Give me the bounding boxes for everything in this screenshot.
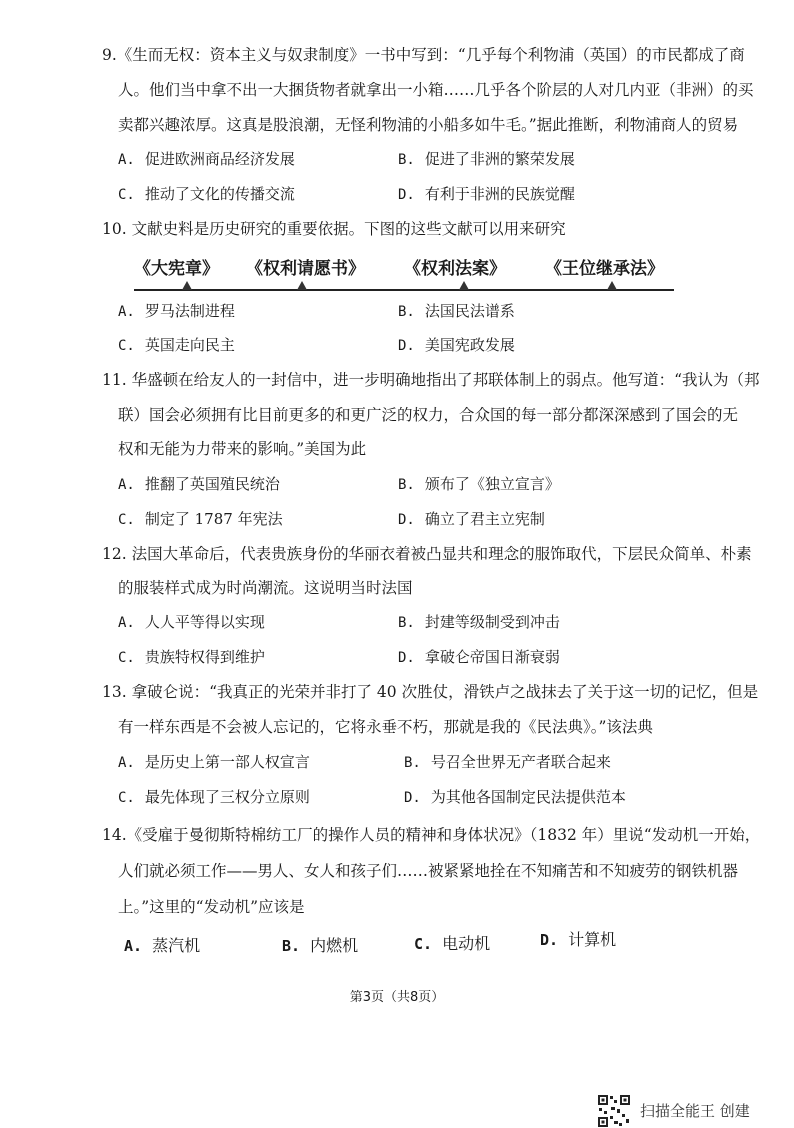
q14-option-a[interactable] (124, 935, 200, 957)
option-key: A. (118, 615, 135, 631)
timeline-label-magna-carta: 《大宪章》 (134, 259, 219, 279)
q11-stem-line-1: 11. 华盛顿在给友人的一封信中，进一步明确地指出了邦联体制上的弱点。他写道：“我认为（邦 (102, 371, 760, 389)
q12-option-d[interactable] (398, 646, 560, 669)
q11-option-d[interactable] (398, 508, 545, 531)
option-key: D. (404, 790, 421, 806)
timeline-axis (134, 289, 674, 291)
option-key: B. (398, 304, 415, 320)
q9-option-c[interactable] (118, 183, 295, 206)
option-text: 确立了君主立宪制 (424, 510, 545, 528)
option-text: 促进欧洲商品经济发展 (144, 150, 295, 168)
q13-option-b[interactable] (404, 751, 611, 774)
option-text: 内燃机 (310, 936, 359, 955)
q13-stem-line-1: 13. 拿破仑说：“我真正的光荣并非打了 40 次胜仗，滑铁卢之战抹去了关于这一切的记忆，但是 (102, 683, 759, 701)
option-key: A. (118, 152, 135, 168)
option-key: B. (398, 477, 415, 493)
option-key: D. (398, 650, 415, 666)
q14-stem-line-2: 人们就必须工作——男人、女人和孩子们……被紧紧地拴在不知痛苦和不知疲劳的钢铁机器 (118, 862, 739, 880)
option-key: C. (118, 512, 135, 528)
timeline-marker-2 (297, 281, 307, 290)
q10-option-d[interactable] (398, 334, 515, 357)
page-number-text: 第3页（共8页） (349, 990, 445, 1005)
option-key: B. (398, 615, 415, 631)
q12-option-a[interactable] (118, 611, 265, 634)
q12-option-c[interactable] (118, 646, 265, 669)
q14-option-c[interactable] (414, 933, 490, 955)
option-text: 美国宪政发展 (424, 336, 515, 354)
qr-code-icon (597, 1094, 631, 1128)
q13-option-a[interactable] (118, 751, 310, 774)
option-text: 英国走向民主 (144, 336, 235, 354)
timeline-label-petition-of-right: 《权利请愿书》 (246, 259, 365, 279)
option-key: D. (398, 187, 415, 203)
option-text: 制定了 1787 年宪法 (144, 510, 283, 528)
option-text: 有利于非洲的民族觉醒 (424, 185, 575, 203)
option-key: C. (414, 935, 433, 953)
q12-option-b[interactable] (398, 611, 560, 634)
option-key: A. (118, 304, 135, 320)
q13-stem-line-2: 有一样东西是不会被人忘记的，它将永垂不朽，那就是我的《民法典》。”该法典 (118, 718, 653, 736)
q9-stem-line-2: 人。他们当中拿不出一大捆货物者就拿出一小箱……几乎各个阶层的人对几内亚（非洲）的买 (118, 81, 754, 99)
q13-option-c[interactable] (118, 786, 310, 809)
timeline-marker-1 (182, 281, 192, 290)
option-text: 电动机 (442, 934, 491, 953)
option-text: 拿破仑帝国日渐衰弱 (424, 648, 560, 666)
q9-option-d[interactable] (398, 183, 575, 206)
q11-stem-line-2: 联）国会必须拥有比目前更多的和更广泛的权力，合众国的每一部分都深深感到了国会的无 (118, 406, 739, 424)
q11-option-c[interactable] (118, 508, 283, 531)
q12-stem-line-2: 的服装样式成为时尚潮流。这说明当时法国 (118, 579, 413, 597)
page-number (0, 986, 794, 1005)
q9-stem-line-3: 卖都兴趣浓厚。这真是股浪潮，无怪利物浦的小船多如牛毛。”据此推断，利物浦商人的贸易 (118, 116, 739, 134)
q11-stem-line-3: 权和无能为力带来的影响。”美国为此 (118, 440, 367, 458)
option-text: 是历史上第一部人权宣言 (144, 753, 310, 771)
timeline-marker-4 (607, 281, 617, 290)
q11-option-a[interactable] (118, 473, 280, 496)
timeline-label-bill-of-rights: 《权利法案》 (404, 259, 506, 279)
q10-option-a[interactable] (118, 300, 235, 323)
option-key: C. (118, 187, 135, 203)
option-key: B. (282, 937, 301, 955)
option-text: 罗马法制进程 (144, 302, 235, 320)
option-text: 号召全世界无产者联合起来 (430, 753, 611, 771)
option-text: 人人平等得以实现 (144, 613, 265, 631)
option-text: 蒸汽机 (152, 936, 201, 955)
option-text: 封建等级制受到冲击 (424, 613, 560, 631)
option-key: D. (398, 338, 415, 354)
q11-option-b[interactable] (398, 473, 560, 496)
option-key: B. (404, 755, 421, 771)
q9-option-a[interactable] (118, 148, 295, 171)
q14-stem-line-3: 上。”这里的“发动机”应该是 (118, 898, 305, 916)
q14-option-d[interactable] (540, 929, 616, 951)
option-key: A. (118, 755, 135, 771)
option-text: 法国民法谱系 (424, 302, 515, 320)
timeline-marker-3 (459, 281, 469, 290)
option-text: 颁布了《独立宣言》 (424, 475, 560, 493)
option-key: D. (540, 931, 559, 949)
timeline-label-act-of-settlement: 《王位继承法》 (545, 259, 664, 279)
option-text: 计算机 (568, 930, 617, 949)
option-text: 推动了文化的传播交流 (144, 185, 295, 203)
q14-stem-line-1: 14.《受雇于曼彻斯特棉纺工厂的操作人员的精神和身体状况》（1832 年）里说“发动机一开始， (102, 826, 761, 844)
option-text: 贵族特权得到维护 (144, 648, 265, 666)
option-key: C. (118, 790, 135, 806)
option-text: 促进了非洲的繁荣发展 (424, 150, 575, 168)
q10-option-c[interactable] (118, 334, 235, 357)
q9-option-b[interactable] (398, 148, 575, 171)
option-text: 推翻了英国殖民统治 (144, 475, 280, 493)
q12-stem-line-1: 12. 法国大革命后，代表贵族身份的华丽衣着被凸显共和理念的服饰取代，下层民众简单、朴素 (102, 545, 752, 563)
option-key: D. (398, 512, 415, 528)
option-key: A. (118, 477, 135, 493)
option-key: B. (398, 152, 415, 168)
q9-stem-line-1: 9.《生而无权：资本主义与奴隶制度》一书中写到：“几乎每个利物浦（英国）的市民都成了商 (102, 46, 745, 64)
q13-option-d[interactable] (404, 786, 626, 809)
q14-option-b[interactable] (282, 935, 358, 957)
option-text: 最先体现了三权分立原则 (144, 788, 310, 806)
option-key: C. (118, 650, 135, 666)
option-key: A. (124, 937, 143, 955)
scanner-watermark: 扫描全能王 创建 (640, 1102, 750, 1120)
option-key: C. (118, 338, 135, 354)
q10-option-b[interactable] (398, 300, 515, 323)
option-text: 为其他各国制定民法提供范本 (430, 788, 626, 806)
q10-stem-line-1: 10. 文献史料是历史研究的重要依据。下图的这些文献可以用来研究 (102, 220, 566, 238)
